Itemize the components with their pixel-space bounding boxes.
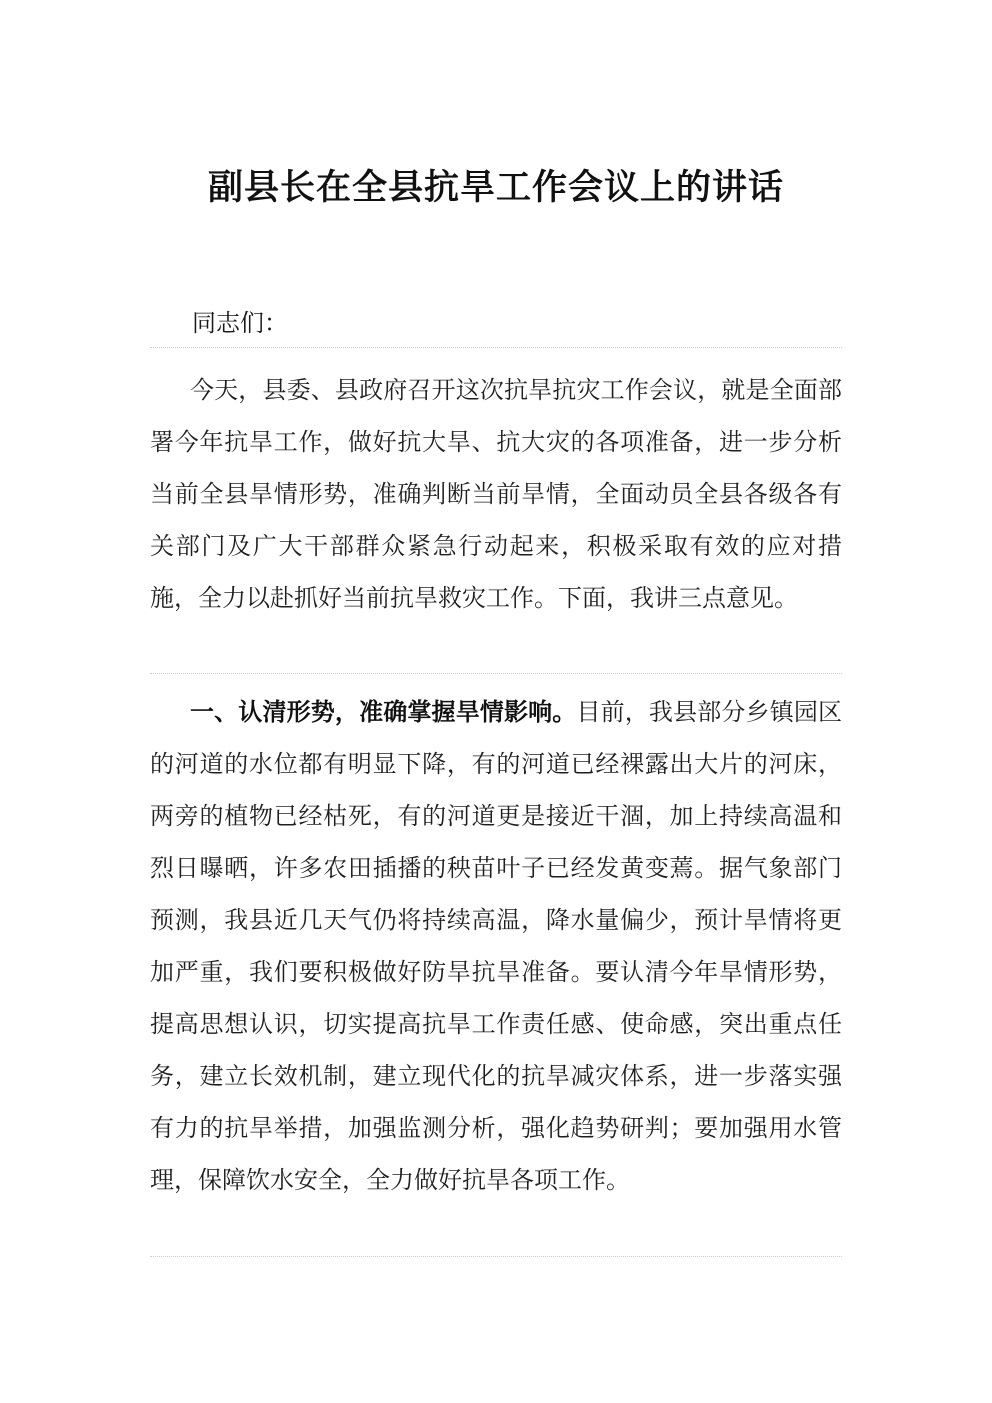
divider — [150, 673, 842, 674]
document-title: 副县长在全县抗旱工作会议上的讲话 — [207, 167, 784, 208]
paragraph-intro — [150, 364, 842, 624]
salutation: 同志们： — [192, 309, 288, 337]
paragraph-section-one — [150, 686, 842, 1206]
divider — [150, 347, 842, 348]
section-heading: 一、认清形势，准确掌握旱情影响。 — [190, 698, 577, 726]
paragraph-text: 目前，我县部分乡镇园区的河道的水位都有明显下降，有的河道已经裸露出大片的河床，两旁的植物已经枯死，有的河道更是接近干涸，加上持续高温和烈日曝晒，许多农田插播的秧苗叶子已经发黄变蔫。据气象部门预测，我县近几天气仍将持续高温，降水量偏少，预计旱情将更加严重，我们要积极做好防旱抗旱准备。要认清今年旱情形势，提高思想认识，切实提高抗旱工作责任感、使命感，突出重点任务，建立长效机制，建立现代化的抗旱减灾体系，进一步落实强有力的抗旱举措，加强监测分析，强化趋势研判；要加强用水管理，保障饮水安全，全力做好抗旱各项工作。 — [150, 698, 843, 1194]
paragraph-text: 今天，县委、县政府召开这次抗旱抗灾工作会议，就是全面部署今年抗旱工作，做好抗大旱、抗大灾的各项准备，进一步分析当前全县旱情形势，准确判断当前旱情，全面动员全县各级各有关部门及广大干部群众紧急行动起来，积极采取有效的应对措施，全力以赴抓好当前抗旱救灾工作。下面，我讲三点意见。 — [150, 376, 842, 612]
divider — [150, 1256, 842, 1257]
